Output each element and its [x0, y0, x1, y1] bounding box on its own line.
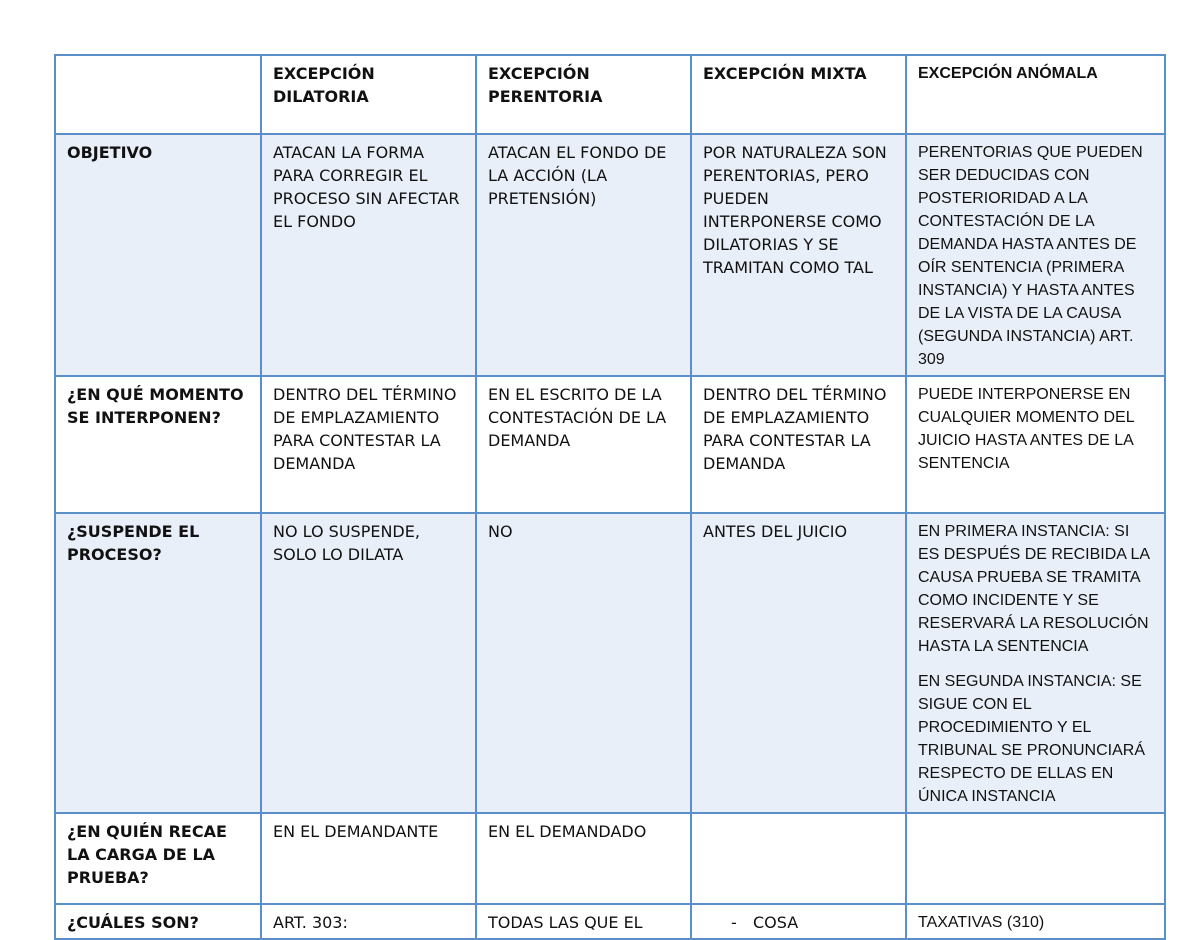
cell-perentoria: EN EL ESCRITO DE LA CONTESTACIÓN DE LA DEMANDA [476, 376, 691, 513]
cell-anomala: TAXATIVAS (310) [906, 904, 1165, 939]
row-label: ¿EN QUIÉN RECAE LA CARGA DE LA PRUEBA? [55, 813, 261, 904]
cell-dilatoria: EN EL DEMANDANTE [261, 813, 476, 904]
header-perentoria: EXCEPCIÓN PERENTORIA [476, 55, 691, 134]
cell-perentoria: ATACAN EL FONDO DE LA ACCIÓN (LA PRETENSIÓN) [476, 134, 691, 376]
cell-dilatoria: ART. 303: [261, 904, 476, 939]
header-row [55, 55, 1165, 134]
cell-dilatoria: ATACAN LA FORMA PARA CORREGIR EL PROCESO SIN AFECTAR EL FONDO [261, 134, 476, 376]
bullet-dash: - [731, 913, 737, 932]
row-label: ¿SUSPENDE EL PROCESO? [55, 513, 261, 813]
cell-mixta [691, 813, 906, 904]
row-label: OBJETIVO [55, 134, 261, 376]
cell-anomala [906, 513, 1165, 813]
row-label: ¿EN QUÉ MOMENTO SE INTERPONEN? [55, 376, 261, 513]
cell-mixta: ANTES DEL JUICIO [691, 513, 906, 813]
row-carga [55, 813, 1165, 904]
header-mixta: EXCEPCIÓN MIXTA [691, 55, 906, 134]
cell-anomala: PUEDE INTERPONERSE EN CUALQUIER MOMENTO DEL JUICIO HASTA ANTES DE LA SENTENCIA [906, 376, 1165, 513]
row-cuales [55, 904, 1165, 939]
header-dilatoria: EXCEPCIÓN DILATORIA [261, 55, 476, 134]
cell-mixta [691, 904, 906, 939]
anomala-paragraph-1: EN PRIMERA INSTANCIA: SI ES DESPUÉS DE RECIBIDA LA CAUSA PRUEBA SE TRAMITA COMO INCIDENTE Y SE RESERVARÁ LA RESOLUCIÓN HASTA LA SENTENCIA [918, 523, 1150, 655]
comparison-table [54, 54, 1166, 940]
cell-dilatoria: NO LO SUSPENDE, SOLO LO DILATA [261, 513, 476, 813]
row-objetivo [55, 134, 1165, 376]
header-empty-cell [55, 55, 261, 134]
cell-perentoria: EN EL DEMANDADO [476, 813, 691, 904]
cell-anomala [906, 813, 1165, 904]
cell-anomala: PERENTORIAS QUE PUEDEN SER DEDUCIDAS CON POSTERIORIDAD A LA CONTESTACIÓN DE LA DEMANDA HASTA ANTES DE OÍR SENTENCIA (PRIMERA INSTANCIA) Y HASTA ANTES DE LA VISTA DE LA CAUSA (SEGUNDA INSTANCIA) ART. 309 [906, 134, 1165, 376]
row-label: ¿CUÁLES SON? [55, 904, 261, 939]
cell-mixta-text: COSA [753, 913, 799, 932]
cell-mixta: DENTRO DEL TÉRMINO DE EMPLAZAMIENTO PARA CONTESTAR LA DEMANDA [691, 376, 906, 513]
header-anomala: EXCEPCIÓN ANÓMALA [906, 55, 1165, 134]
anomala-paragraph-2: EN SEGUNDA INSTANCIA: SE SIGUE CON EL PROCEDIMIENTO Y EL TRIBUNAL SE PRONUNCIARÁ RESPECTO DE ELLAS EN ÚNICA INSTANCIA [918, 673, 1145, 805]
cell-dilatoria: DENTRO DEL TÉRMINO DE EMPLAZAMIENTO PARA CONTESTAR LA DEMANDA [261, 376, 476, 513]
row-momento [55, 376, 1165, 513]
cell-perentoria: NO [476, 513, 691, 813]
cell-mixta: POR NATURALEZA SON PERENTORIAS, PERO PUEDEN INTERPONERSE COMO DILATORIAS Y SE TRAMITAN COMO TAL [691, 134, 906, 376]
row-suspende [55, 513, 1165, 813]
cell-perentoria: TODAS LAS QUE EL [476, 904, 691, 939]
